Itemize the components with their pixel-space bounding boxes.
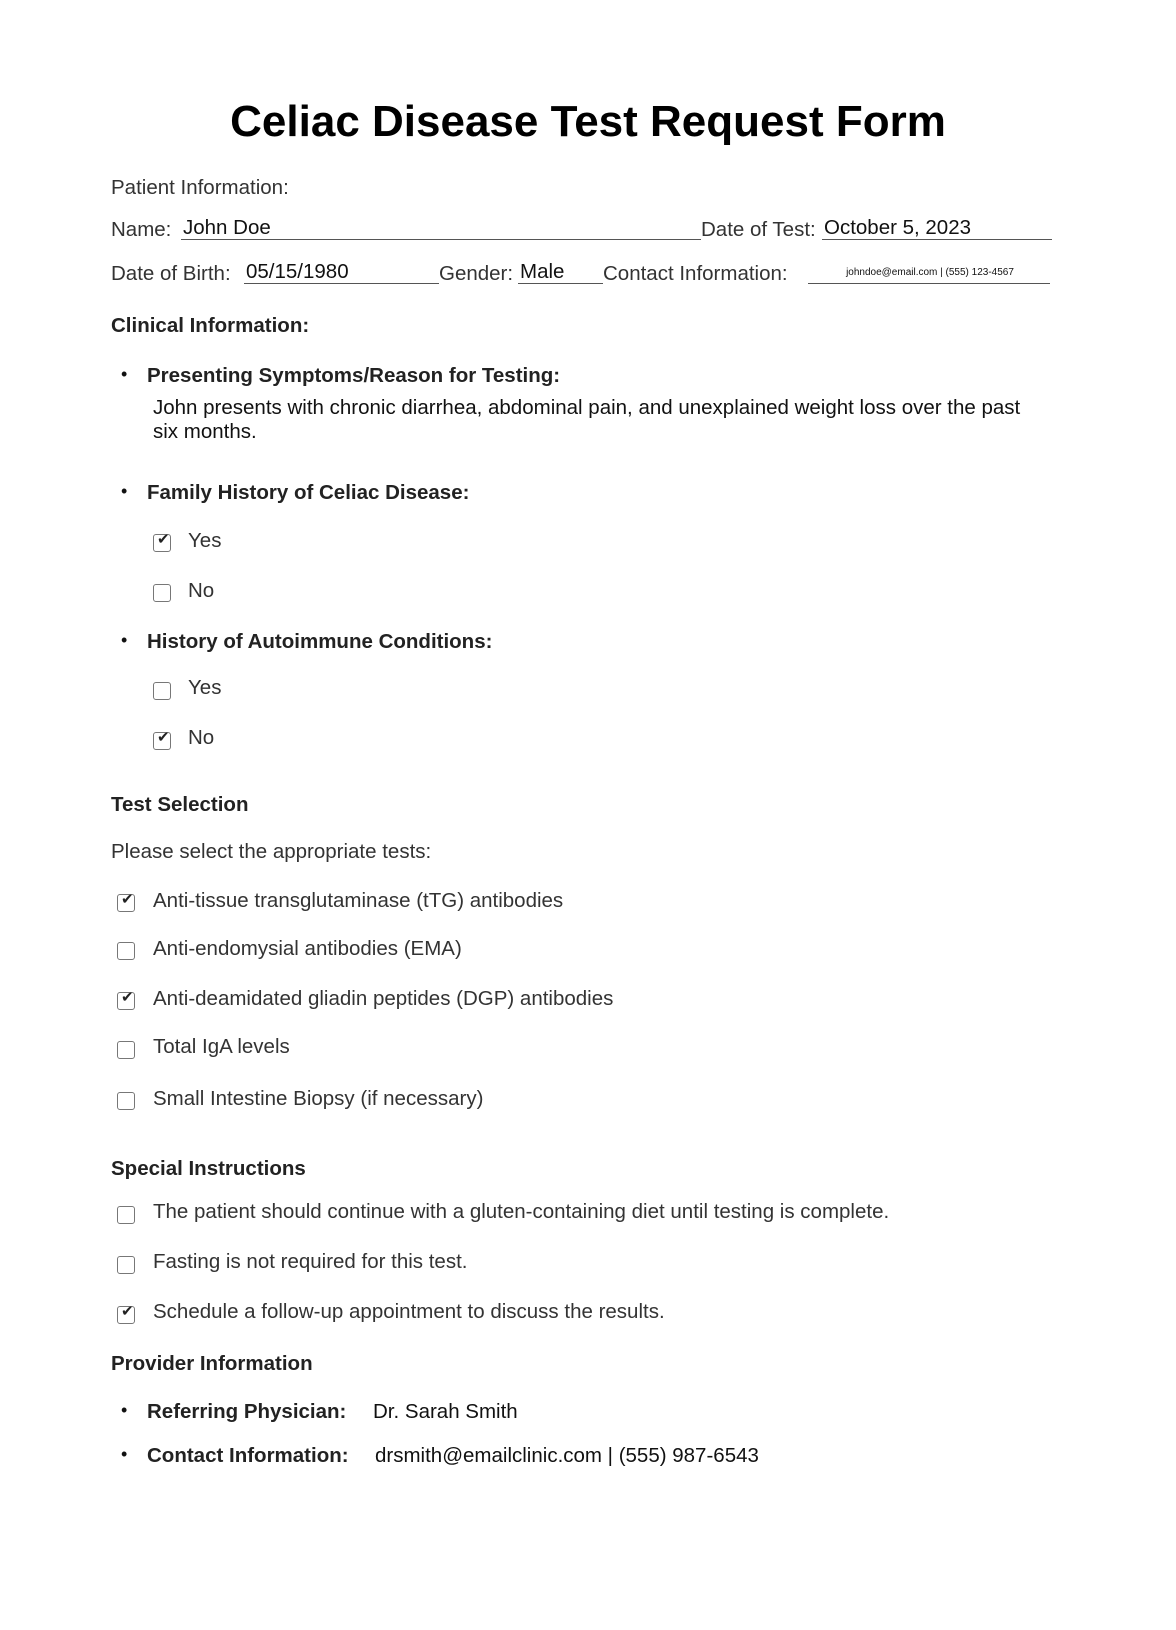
provider-contact-label: Contact Information: bbox=[147, 1444, 349, 1467]
test-ttg-label: Anti-tissue transglutaminase (tTG) antibodies bbox=[153, 889, 564, 912]
dob-field[interactable]: 05/15/1980 bbox=[244, 260, 439, 284]
bullet-icon: • bbox=[121, 364, 128, 384]
instruction-gluten-checkbox[interactable] bbox=[117, 1206, 135, 1224]
check-icon: ✔ bbox=[121, 891, 134, 908]
name-label: Name: bbox=[111, 218, 172, 241]
name-field[interactable]: John Doe bbox=[181, 216, 701, 240]
autoimmune-yes-label: Yes bbox=[188, 676, 222, 699]
special-instructions-heading: Special Instructions bbox=[111, 1157, 306, 1180]
autoimmune-yes-checkbox[interactable] bbox=[153, 682, 171, 700]
test-ttg-checkbox[interactable] bbox=[117, 891, 135, 912]
bullet-icon: • bbox=[121, 1400, 128, 1420]
instruction-fasting-label: Fasting is not required for this test. bbox=[153, 1250, 468, 1273]
family-history-yes-label: Yes bbox=[188, 529, 222, 552]
bullet-icon: • bbox=[121, 481, 128, 501]
check-icon: ✔ bbox=[121, 989, 134, 1006]
autoimmune-no-checkbox[interactable] bbox=[153, 729, 171, 750]
test-ema-label: Anti-endomysial antibodies (EMA) bbox=[153, 937, 462, 960]
family-history-yes-checkbox[interactable] bbox=[153, 531, 171, 552]
bullet-icon: • bbox=[121, 1444, 128, 1464]
family-history-no-checkbox[interactable] bbox=[153, 584, 171, 602]
test-dgp-checkbox[interactable] bbox=[117, 989, 135, 1010]
symptoms-label: Presenting Symptoms/Reason for Testing: bbox=[147, 364, 561, 387]
check-icon: ✔ bbox=[157, 729, 170, 746]
test-biopsy-label: Small Intestine Biopsy (if necessary) bbox=[153, 1087, 484, 1110]
instruction-followup-checkbox[interactable] bbox=[117, 1303, 135, 1324]
instruction-followup-label: Schedule a follow-up appointment to discuss the results. bbox=[153, 1300, 665, 1323]
family-history-label: Family History of Celiac Disease: bbox=[147, 481, 470, 504]
test-biopsy-checkbox[interactable] bbox=[117, 1092, 135, 1110]
provider-contact-value: drsmith@emailclinic.com | (555) 987-6543 bbox=[375, 1444, 759, 1467]
test-dgp-label: Anti-deamidated gliadin peptides (DGP) antibodies bbox=[153, 987, 614, 1010]
clinical-heading: Clinical Information: bbox=[111, 314, 310, 337]
provider-heading: Provider Information bbox=[111, 1352, 313, 1375]
page-title: Celiac Disease Test Request Form bbox=[230, 97, 946, 146]
instruction-gluten-label: The patient should continue with a gluten-containing diet until testing is complete. bbox=[153, 1200, 890, 1223]
family-history-no-label: No bbox=[188, 579, 215, 602]
physician-value: Dr. Sarah Smith bbox=[373, 1400, 518, 1423]
autoimmune-no-label: No bbox=[188, 726, 215, 749]
dob-label: Date of Birth: bbox=[111, 262, 231, 285]
gender-field[interactable]: Male bbox=[518, 260, 603, 284]
test-ema-checkbox[interactable] bbox=[117, 942, 135, 960]
check-icon: ✔ bbox=[157, 531, 170, 548]
test-selection-heading: Test Selection bbox=[111, 793, 249, 816]
bullet-icon: • bbox=[121, 630, 128, 650]
check-icon: ✔ bbox=[121, 1303, 134, 1320]
autoimmune-label: History of Autoimmune Conditions: bbox=[147, 630, 493, 653]
date-of-test-field[interactable]: October 5, 2023 bbox=[822, 216, 1052, 240]
instruction-fasting-checkbox[interactable] bbox=[117, 1256, 135, 1274]
physician-label: Referring Physician: bbox=[147, 1400, 347, 1423]
symptoms-text: John presents with chronic diarrhea, abdominal pain, and unexplained weight loss over the past six months. bbox=[153, 396, 1021, 443]
date-of-test-label: Date of Test: bbox=[701, 218, 816, 241]
contact-label: Contact Information: bbox=[603, 262, 788, 285]
test-iga-checkbox[interactable] bbox=[117, 1041, 135, 1059]
contact-field[interactable]: johndoe@email.com | (555) 123-4567 bbox=[808, 260, 1050, 284]
patient-section-label: Patient Information: bbox=[111, 176, 289, 199]
test-iga-label: Total IgA levels bbox=[153, 1035, 290, 1058]
gender-label: Gender: bbox=[439, 262, 514, 285]
test-selection-prompt: Please select the appropriate tests: bbox=[111, 840, 432, 863]
